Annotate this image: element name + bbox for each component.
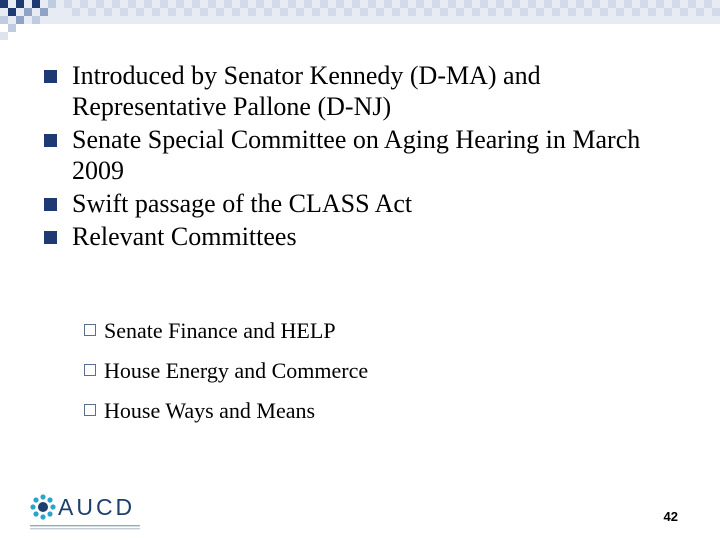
- logo-wordmark: AUCD: [58, 494, 136, 520]
- hollow-square-bullet-icon: [84, 404, 96, 416]
- bullet-item: [42, 124, 682, 186]
- bullet-text: Relevant Committees: [72, 222, 297, 251]
- bullet-item: [42, 60, 682, 122]
- sub-bullet-text: House Ways and Means: [104, 398, 316, 423]
- header-decoration: [0, 0, 720, 52]
- square-bullet-icon: [44, 198, 57, 211]
- sub-bullet-text: House Energy and Commerce: [104, 358, 369, 383]
- slide-footer: [0, 480, 720, 540]
- sub-bullet-item: [84, 318, 664, 358]
- square-bullet-icon: [44, 231, 57, 244]
- aucd-logo: [30, 490, 140, 535]
- sub-bullet-item: [84, 398, 664, 438]
- hollow-square-bullet-icon: [84, 324, 96, 336]
- sub-bullet-text: Senate Finance and HELP: [104, 318, 336, 343]
- bullet-item: [42, 188, 682, 219]
- bullet-text: Senate Special Committee on Aging Hearing in March 2009: [72, 125, 641, 185]
- bullet-item: [42, 221, 682, 252]
- bullet-text: Introduced by Senator Kennedy (D-MA) and Representative Pallone (D-NJ): [72, 61, 541, 121]
- sub-bullet-item: [84, 358, 664, 398]
- page-number: 42: [663, 509, 678, 524]
- main-bullet-list: [42, 60, 682, 254]
- square-bullet-icon: [44, 70, 57, 83]
- square-bullet-icon: [44, 134, 57, 147]
- logo-tagline-graphic: [30, 524, 140, 530]
- aucd-emblem-icon: [30, 494, 56, 520]
- sub-bullet-list: [84, 318, 664, 438]
- hollow-square-bullet-icon: [84, 364, 96, 376]
- bullet-text: Swift passage of the CLASS Act: [72, 189, 413, 218]
